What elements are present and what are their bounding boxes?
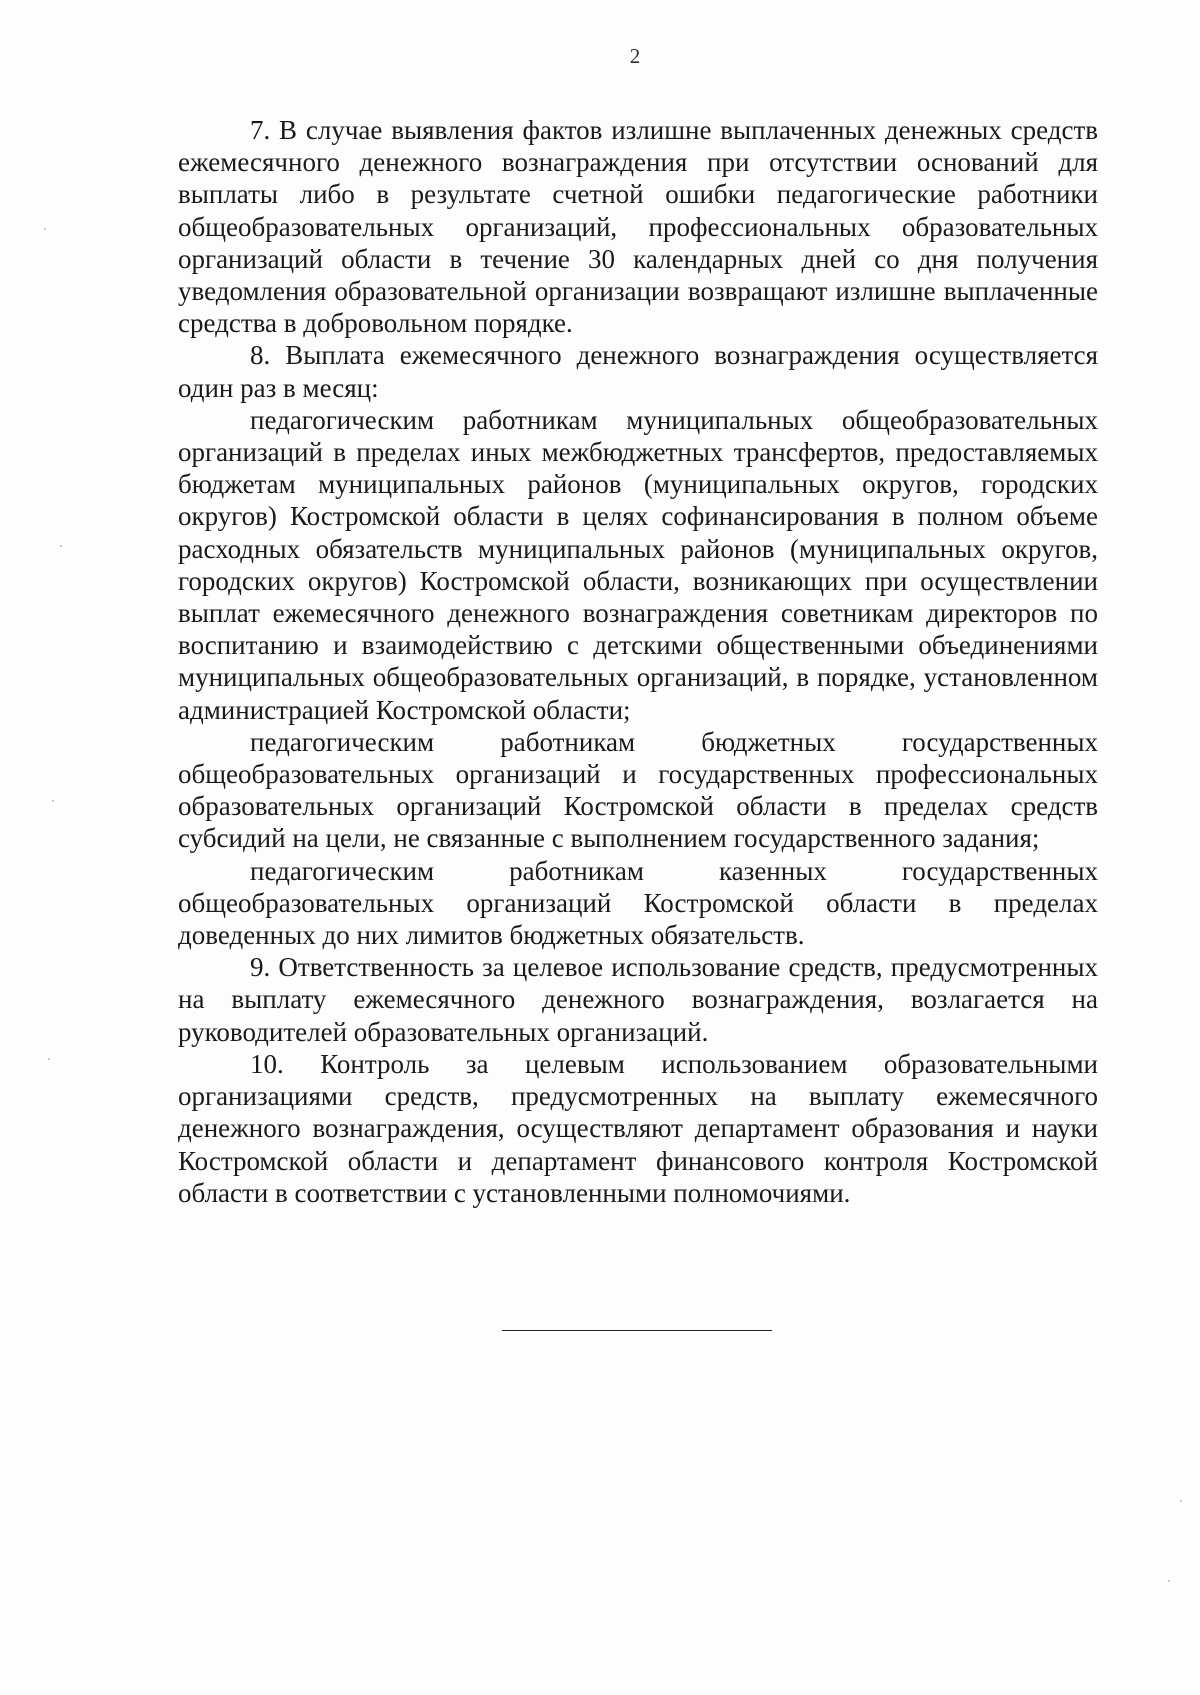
page-number: 2 bbox=[629, 44, 641, 68]
paragraph-8-item-budgetary: педагогическим работникам бюджетных государственных общеобразовательных организаций и государственных профессиональных образовательных организаций Костромской области в пределах средств субсидий на цели, не связанные с выполнением государственного задания; bbox=[178, 726, 1098, 854]
scan-speck bbox=[48, 1058, 50, 1060]
paragraph-8-item-treasury: педагогическим работникам казенных государственных общеобразовательных организаций Костромской области в пределах доведенных до них лимитов бюджетных обязательств. bbox=[178, 855, 1098, 951]
scan-speck bbox=[44, 228, 46, 230]
paragraph-7: 7. В случае выявления фактов излишне выплаченных денежных средств ежемесячного денежного вознаграждения при отсутствии оснований для выплаты либо в результате счетной ошибки педагогические работники общеобразовательных организаций, профессиональных образовательных организаций области в течение 30 календарных дней со дня получения уведомления образовательной организации возвращают излишне выплаченные средства в добровольном порядке. bbox=[178, 115, 1098, 339]
paragraph-9: 9. Ответственность за целевое использование средств, предусмотренных на выплату ежемесячного денежного вознаграждения, возлагается на руководителей образовательных организаций. bbox=[178, 952, 1098, 1047]
document-body bbox=[178, 114, 1098, 1209]
scan-speck bbox=[60, 545, 62, 547]
scan-speck bbox=[1168, 1580, 1170, 1582]
paragraph-8: 8. Выплата ежемесячного денежного вознаграждения осуществляется один раз в месяц: bbox=[178, 340, 1098, 403]
paragraph-10: 10. Контроль за целевым использованием образовательными организациями средств, предусмотренных на выплату ежемесячного денежного вознаграждения, осуществляют департамент образования и науки Костромской области и департамент финансового контроля Костромской области в соответствии с установленными полномочиями. bbox=[178, 1048, 1098, 1208]
paragraph-8-item-municipal: педагогическим работникам муниципальных общеобразовательных организаций в пределах иных межбюджетных трансфертов, предоставляемых бюджетам муниципальных районов (муниципальных округов, городских округов) Костромской области в целях софинансирования в полном объеме расходных обязательств муниципальных районов (муниципальных округов, городских округов) Костромской области, возникающих при осуществлении выплат ежемесячного денежного вознаграждения советникам директоров по воспитанию и взаимодействию с детскими общественными объединениями муниципальных общеобразовательных организаций, в порядке, установленном администрацией Костромской области; bbox=[178, 404, 1098, 725]
scan-speck bbox=[1180, 1500, 1182, 1502]
end-rule bbox=[502, 1330, 772, 1331]
scan-speck bbox=[52, 800, 54, 802]
